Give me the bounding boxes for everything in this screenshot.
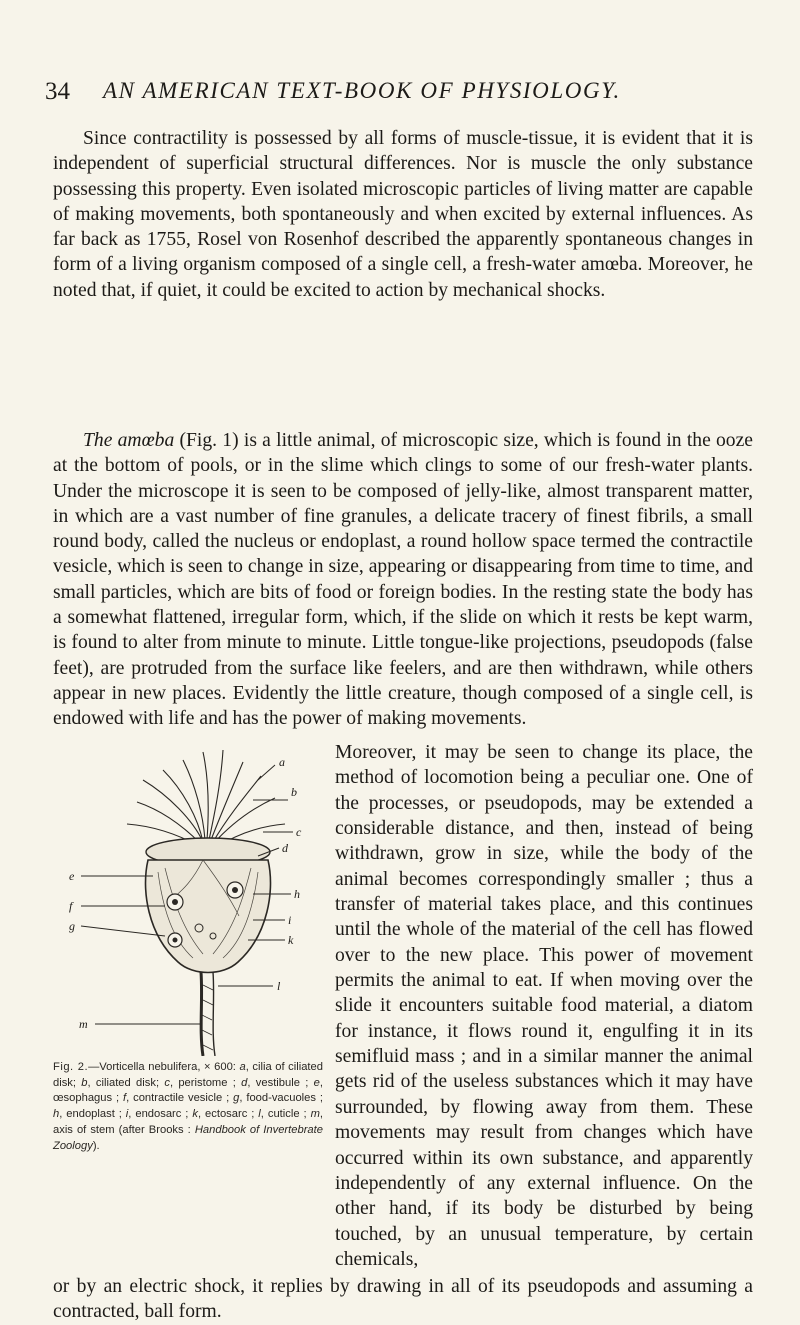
caption-source-end: ). (92, 1139, 100, 1152)
caption-title: —Vorticella nebulifera, × 600: (88, 1061, 236, 1073)
label-k: k (288, 933, 294, 947)
caption-text: , œsophagus ; (53, 1076, 323, 1105)
vorticella-illustration (53, 740, 323, 1056)
page-header (45, 78, 755, 108)
caption-fig-label: Fig. 2. (53, 1061, 89, 1073)
caption-key: b (81, 1076, 88, 1089)
caption-key: i (125, 1108, 129, 1121)
label-b: b (291, 785, 297, 799)
caption-key: l (258, 1108, 261, 1121)
caption-key: h (53, 1108, 60, 1121)
caption-text: , contractile vesicle ; (126, 1092, 234, 1105)
caption-text: , ciliated disk; (87, 1076, 165, 1089)
label-f: f (69, 899, 73, 913)
label-h: h (294, 887, 300, 901)
caption-text: , food-vacuoles ; (239, 1092, 323, 1105)
label-m: m (79, 1017, 88, 1031)
label-c: c (296, 825, 302, 839)
caption-text: , cuticle ; (260, 1108, 311, 1121)
figure-caption (53, 1060, 323, 1154)
caption-key: e (313, 1076, 320, 1089)
caption-source: Handbook of Invertebrate Zoology (53, 1123, 323, 1152)
caption-text: , axis of stem (after Brooks : (53, 1108, 323, 1136)
label-l: l (277, 979, 281, 993)
caption-key: c (164, 1076, 170, 1089)
caption-text: , peristome ; (169, 1076, 242, 1089)
label-e: e (69, 869, 75, 883)
paragraph-1: Since contractility is possessed by all forms of muscle-tissue, it is evident that it is independent of superficial structural differences. Nor is muscle the only substance possessing this property. Even isolated microscopic particles of living matter are capable of making movements, both spontaneously and when excited by external influences. As far back as 1755, Rosel von Rosenhof described the apparently spontaneous changes in form of a living organism composed of a single cell, a fresh-water amœba. Moreover, he noted that, if quiet, it could be excited to action by mechanical shocks. (53, 128, 753, 301)
label-i: i (288, 913, 292, 927)
caption-text: , ectosarc ; (197, 1108, 259, 1121)
closing-text: or by an electric shock, it replies by drawing in all of its pseudopods and assuming a contracted, ball form. (53, 1276, 753, 1323)
label-d: d (282, 841, 288, 855)
caption-key: g (233, 1092, 240, 1105)
caption-text: , endosarc ; (128, 1108, 193, 1121)
caption-key: a (239, 1061, 246, 1073)
right-column-text: Moreover, it may be seen to change its place, the method of locomotion being a peculiar one. One of the processes, or pseudopods, may be extended a considerable distance, and then, instead of being withdrawn, grow in size, while the body of the animal becomes correspondingly smaller ; thus a transfer of material takes place, and this continues until the whole of the material of the cell has flowed over to the new place. This power of movement permits the animal to eat. If when moving over the slide it encounters suitable food material, a diatom for instance, it flows round it, engulfing it in its semifluid mass ; and in a similar manner the animal gets rid of the useless substances which it may have surrounded, by flowing away from them. These movements may result from changes which have occurred within its own substance, and apparently independently of any external influence. On the other hand, if its body be disturbed by being touched, by an unusual temperature, by certain chemicals, (335, 742, 753, 1270)
caption-text: , cilia of ciliated disk; (53, 1061, 323, 1089)
label-g: g (69, 919, 75, 933)
caption-key: m (310, 1108, 320, 1121)
caption-key: f (122, 1092, 127, 1105)
caption-text: , vestibule ; (247, 1076, 314, 1089)
label-a: a (279, 755, 285, 769)
paragraph-2 (53, 428, 753, 732)
paragraph-2-lead: The amœba (83, 430, 175, 451)
caption-key: k (192, 1108, 198, 1121)
paragraph-2-body: (Fig. 1) is a little animal, of microscopic size, which is found in the ooze at the bottom of pools, or in the slime which clings to some of our fresh-water plants. Under the microscope it is seen to be composed of jelly-like, almost transparent matter, in which are a vast number of fine granules, a delicate tracery of finest fibrils, a small round body, called the nucleus or endoplast, a round hollow space termed the contractile vesicle, which is seen to change in size, appearing or disappearing from time to time, and small particles, which are bits of food or foreign bodies. In the resting state the body has a somewhat flattened, irregular form, which, if the slide on which it rests be kept warm, is found to alter from minute to minute. Little tongue-like projections, pseudopods (false feet), are protruded from the surface like feelers, and are then withdrawn, while others appear in new places. Evidently the little creature, though composed of a single cell, is endowed with life and has the power of making movements. (53, 430, 753, 730)
running-title: AN AMERICAN TEXT-BOOK OF PHYSIOLOGY. (103, 78, 621, 103)
page-number: 34 (45, 78, 70, 105)
caption-text: , endoplast ; (59, 1108, 126, 1121)
vorticella-figure (53, 740, 323, 1056)
caption-key: d (241, 1076, 248, 1089)
